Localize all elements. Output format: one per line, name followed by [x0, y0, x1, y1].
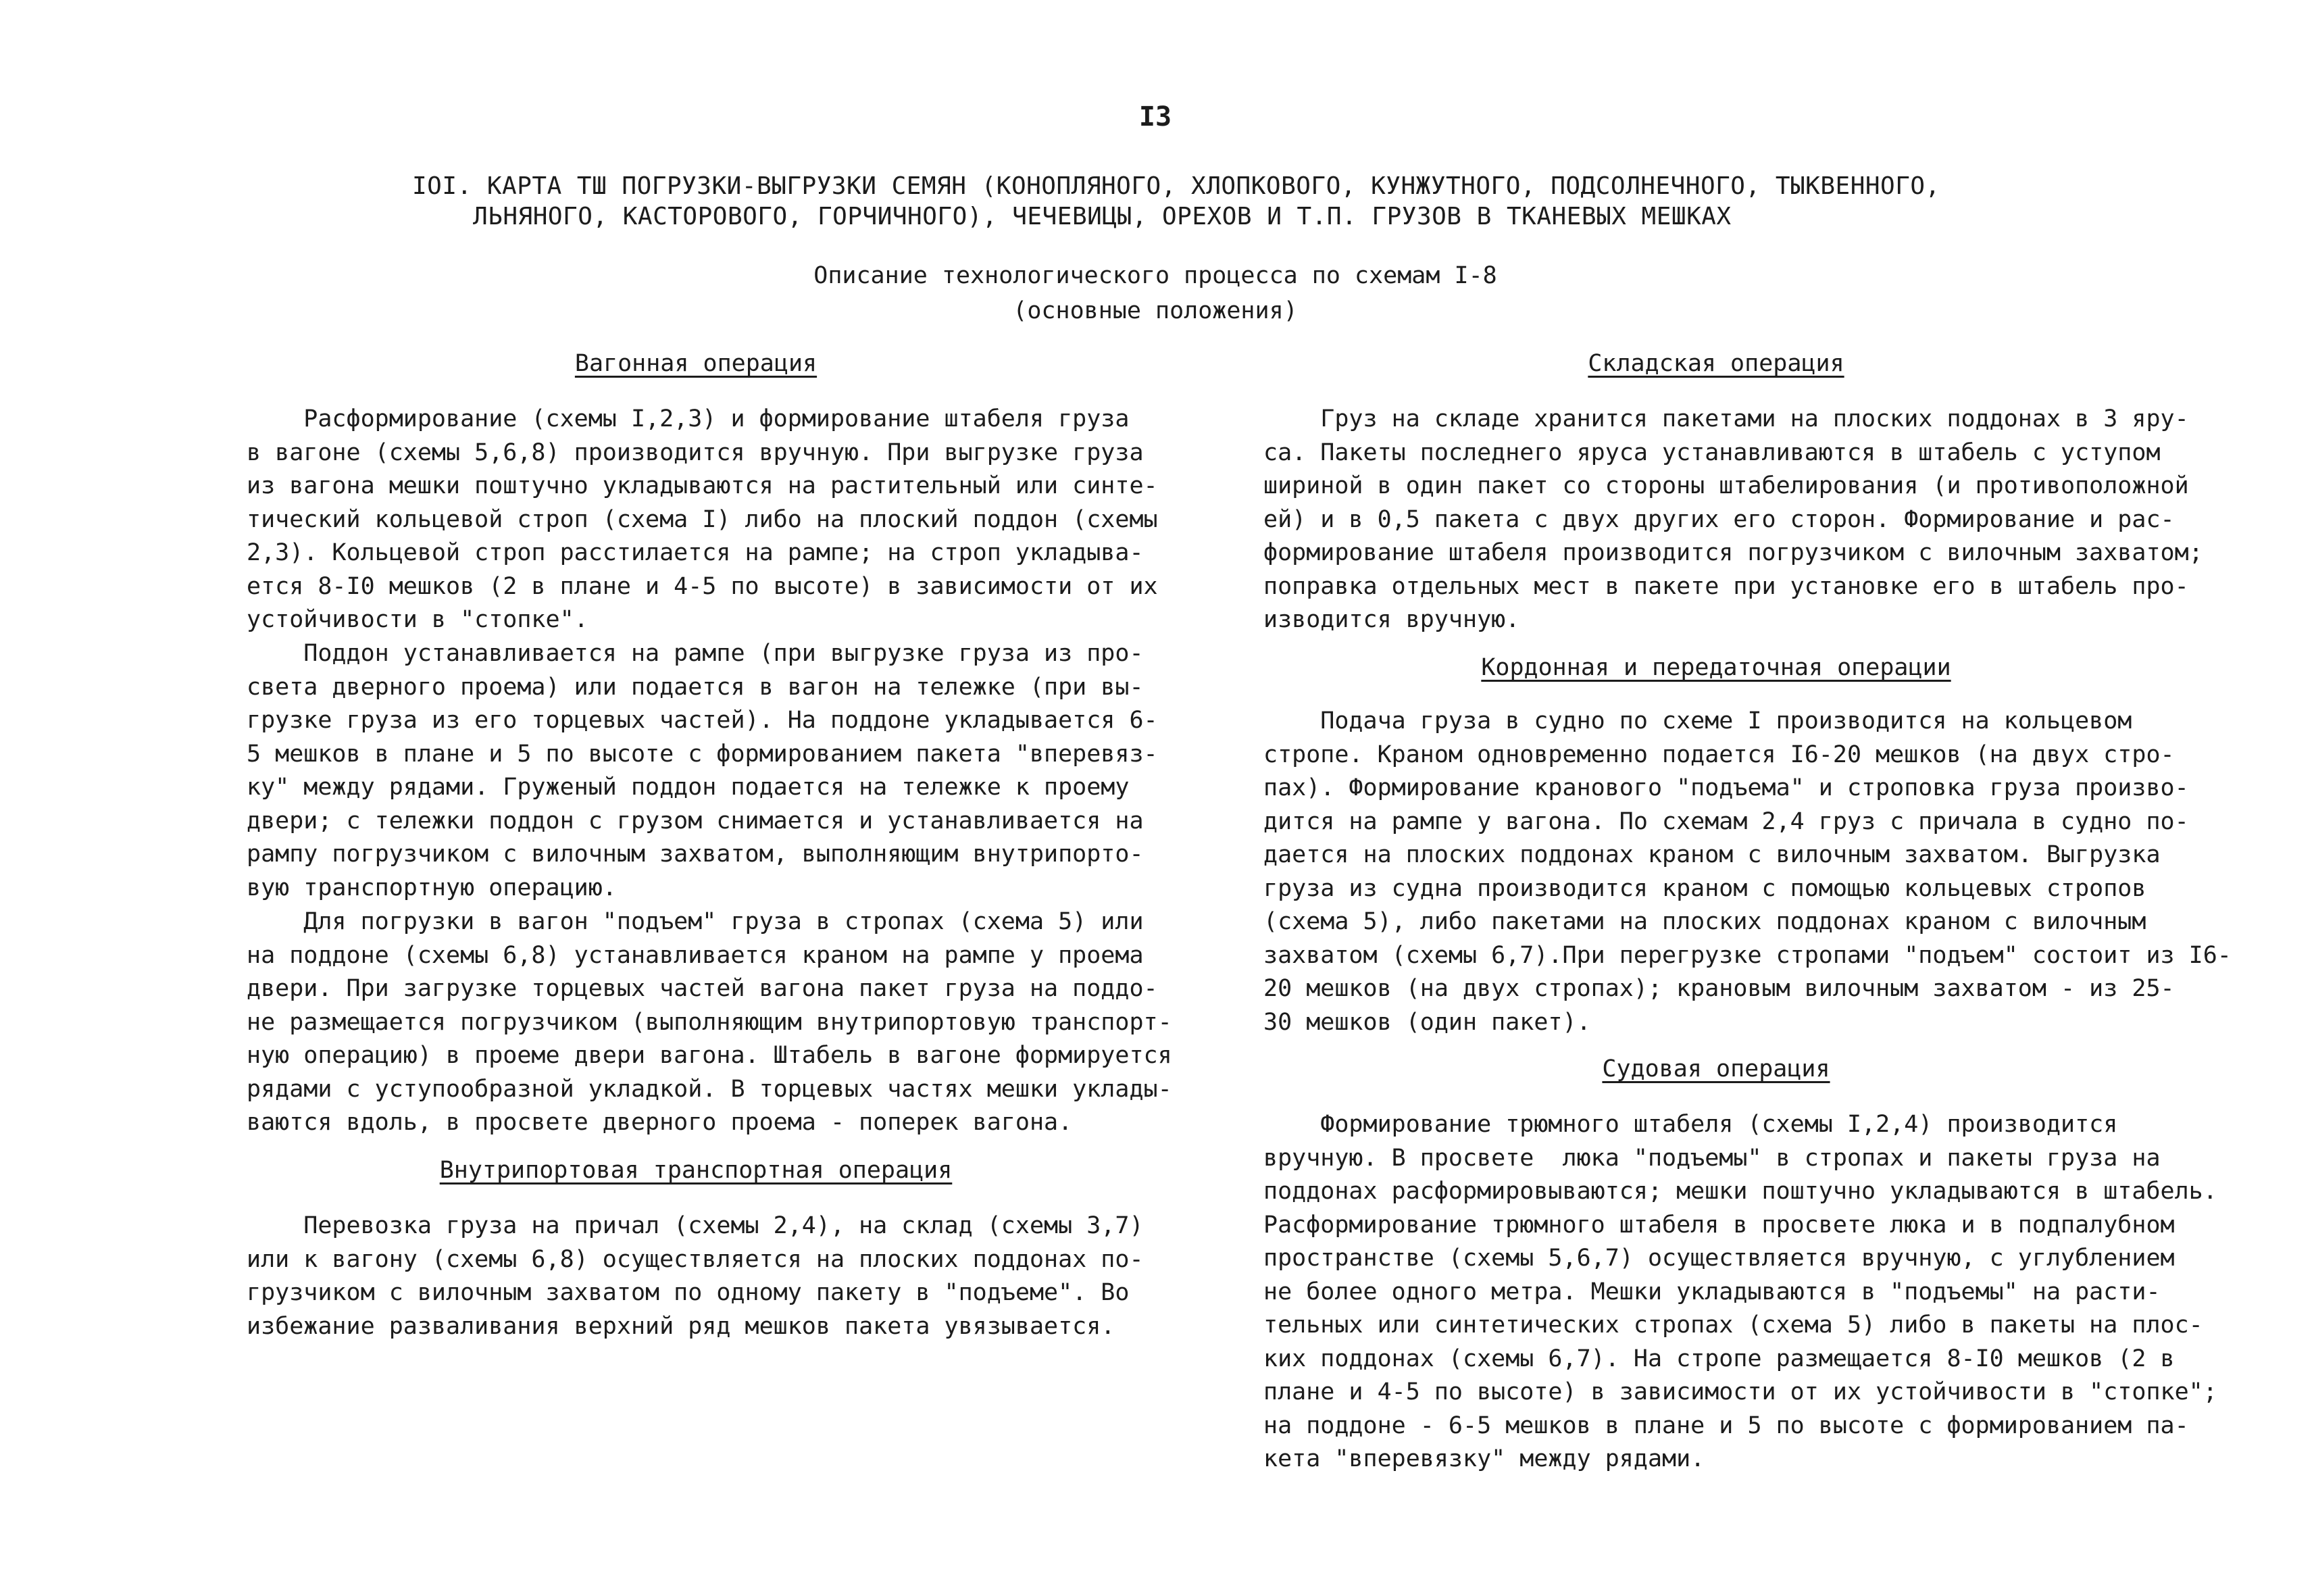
section-subtitle: Описание технологического процесса по схемам I-8 [813, 262, 1497, 289]
heading-warehouse-operation: Складская операция [1588, 350, 1844, 377]
heading-intraport-transport: Внутрипортовая транспортная операция [439, 1157, 953, 1184]
paragraph-cordon-transfer: Подача груза в судно по схеме I производится на кольцевом стропе. Краном одновременно подается I6-20 мешков (на двух стро- пах). Формирование кранового "подъема" и строповка груза произво- дится на рампе у вагона. По схемам 2,4 груз с причала в судно по- дается на плоских поддонах краном с вилочным захватом. Выгрузка груза из судна производится краном с помощью кольцевых стропов (схема 5), либо пакетами на плоских поддонах краном с вилочным захватом (схемы 6,7).При перегрузке стропами "подъем" состоит из I6- 20 мешков (на двух стропах); крановым вилочным захватом - из 25- 30 мешков (один пакет). [1263, 707, 2232, 1036]
heading-cordon-transfer-operations: Кордонная и передаточная операции [1481, 654, 1951, 681]
paragraph-intraport-transport: Перевозка груза на причал (схемы 2,4), на склад (схемы 3,7) или к вагону (схемы 6,8) осуществляется на плоских поддонах по- грузчиком с вилочным захватом по одному пакету в "подъеме". Во избежание разваливания верхний ряд мешков пакета увязывается. [247, 1212, 1144, 1340]
paragraph-ship-operation: Формирование трюмного штабеля (схемы I,2,4) производится вручную. В просвете люка "подъемы" в стропах и пакеты груза на поддонах расформировываются; мешки поштучно укладываются в штабель. Расформирование трюмного штабеля в просвете люка и в подпалубном пространстве (схемы 5,6,7) осуществляется вручную, с углублением не более одного метра. Мешки укладываются в "подъемы" на расти- тельных или синтетических стропах (схема 5) либо в пакеты на плос- ких поддонах (схемы 6,7). На стропе размещается 8-I0 мешков (2 в плане и 4-5 по высоте) в зависимости от их устойчивости в "стопке"; на поддоне - 6-5 мешков в плане и 5 по высоте с формированием па- кета "вперевязку" между рядами. [1263, 1111, 2217, 1472]
paragraph-wagon-unloading: Расформирование (схемы I,2,3) и формирование штабеля груза в вагоне (схемы 5,6,8) производится вручную. При выгрузке груза из вагона мешки поштучно укладываются на растительный или синте- тический кольцевой строп (схема I) либо на плоский поддон (схемы 2,3). Кольцевой строп расстилается на рампе; на строп укладыва- ется 8-I0 мешков (2 в плане и 4-5 по высоте) в зависимости от их устойчивости в "стопке". [247, 405, 1158, 633]
section-subtitle-note: (основные положения) [1013, 297, 1298, 324]
heading-ship-operation: Судовая операция [1602, 1055, 1830, 1082]
page-number: I3 [1138, 101, 1172, 132]
paragraph-warehouse-storage: Груз на складе хранится пакетами на плоских поддонах в 3 яру- са. Пакеты последнего яруса устанавливаются в штабель с уступом шириной в один пакет со стороны штабелирования (и противоположной ей) и в 0,5 пакета с двух других его сторон. Формирование и рас- формирование штабеля производится погрузчиком с вилочным захватом; поправка отдельных мест в пакете при установке его в штабель про- изводится вручную. [1263, 405, 2203, 633]
heading-wagon-operation: Вагонная операция [574, 350, 818, 377]
document-title-line-2: ЛЬНЯНОГО, КАСТОРОВОГО, ГОРЧИЧНОГО), ЧЕЧЕВИЦЫ, ОРЕХОВ И Т.П. ГРУЗОВ В ТКАНЕВЫХ МЕШКАХ [473, 203, 1732, 230]
paragraph-pallet-placement: Поддон устанавливается на рампе (при выгрузке груза из про- света дверного проема) или подается в вагон на тележке (при вы- грузке груза из его торцевых частей). На поддоне укладывается 6- 5 мешков в плане и 5 по высоте с формированием пакета "вперевяз- ку" между рядами. Груженый поддон подается на тележке к проему двери; с тележки поддон с грузом снимается и устанавливается на рампу погрузчиком с вилочным захватом, выполняющим внутрипорто- вую транспортную операцию. [247, 640, 1158, 901]
document-title-line-1: IOI. КАРТА ТШ ПОГРУЗКИ-ВЫГРУЗКИ СЕМЯН (КОНОПЛЯНОГО, ХЛОПКОВОГО, КУНЖУТНОГО, ПОДСОЛНЕЧНОГО, ТЫКВЕННОГО, [412, 172, 1940, 200]
paragraph-wagon-loading: Для погрузки в вагон "подъем" груза в стропах (схема 5) или на поддоне (схемы 6,8) устанавливается краном на рампе у проема двери. При загрузке торцевых частей вагона пакет груза на поддо- не размещается погрузчиком (выполняющим внутрипортовую транспорт- ную операцию) в проеме двери вагона. Штабель в вагоне формируется рядами с уступообразной укладкой. В торцевых частях мешки уклады- ваются вдоль, в просвете дверного проема - поперек вагона. [247, 908, 1172, 1136]
